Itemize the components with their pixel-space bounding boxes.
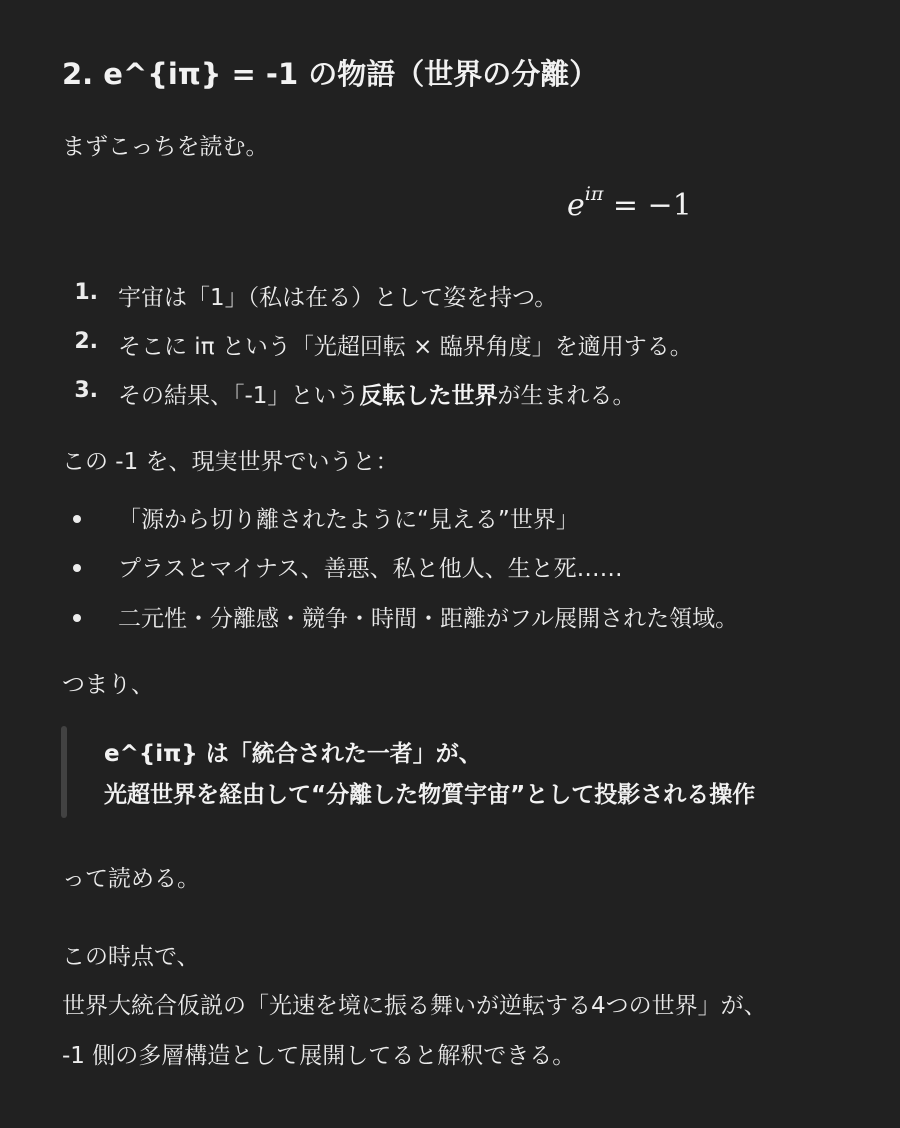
list-item-text: その結果、「-1」という [118,383,360,409]
bullet-dot [73,515,81,523]
section-heading: 2. e^{iπ} = -1 の物語（世界の分離） [62,57,599,91]
list-number: 1. [74,280,98,305]
math-equation [567,183,692,223]
blockquote-bar [61,726,67,818]
list-item-text: が生まれる。 [497,383,636,409]
list-item-bold: 反転した世界 [359,383,498,409]
blockquote-line: e^{iπ} は「統合された一者」が、 [104,741,482,767]
blockquote-line: 光超世界を経由して“分離した物質宇宙”として投影される操作 [104,782,756,808]
list-number: 2. [74,329,98,354]
list-item: 「源から切り離されたように“見える”世界」 [118,507,579,533]
list-item: そこに iπ という「光超回転 × 臨界角度」を適用する。 [118,334,693,360]
list-item: 宇宙は「1」（私は在る）として姿を持つ。 [118,285,558,311]
equation-base: e [567,188,585,223]
intro-text: まずこっちを読む。 [62,134,269,160]
equation-exponent: iπ [584,183,604,205]
equation-rest: = −1 [603,188,692,223]
list-item: 二元性・分離感・競争・時間・距離がフル展開された領域。 [118,606,739,632]
bullet-dot [73,564,81,572]
list-item: プラスとマイナス、善悪、私と他人、生と死…… [118,556,623,582]
closing-line: -1 側の多層構造として展開してると解釈できる。 [62,1043,576,1069]
tsumari-text: つまり、 [62,672,154,698]
closing-line: 世界大統合仮説の「光速を境に振る舞いが逆転する4つの世界」が、 [62,993,767,1019]
list-number: 3. [74,378,98,403]
lead-in-text: この -1 を、現実世界でいうと： [62,449,399,475]
list-item [118,377,635,410]
bullet-dot [73,614,81,622]
closing-line: この時点で、 [62,944,200,970]
after-quote-text: って読める。 [62,866,200,892]
